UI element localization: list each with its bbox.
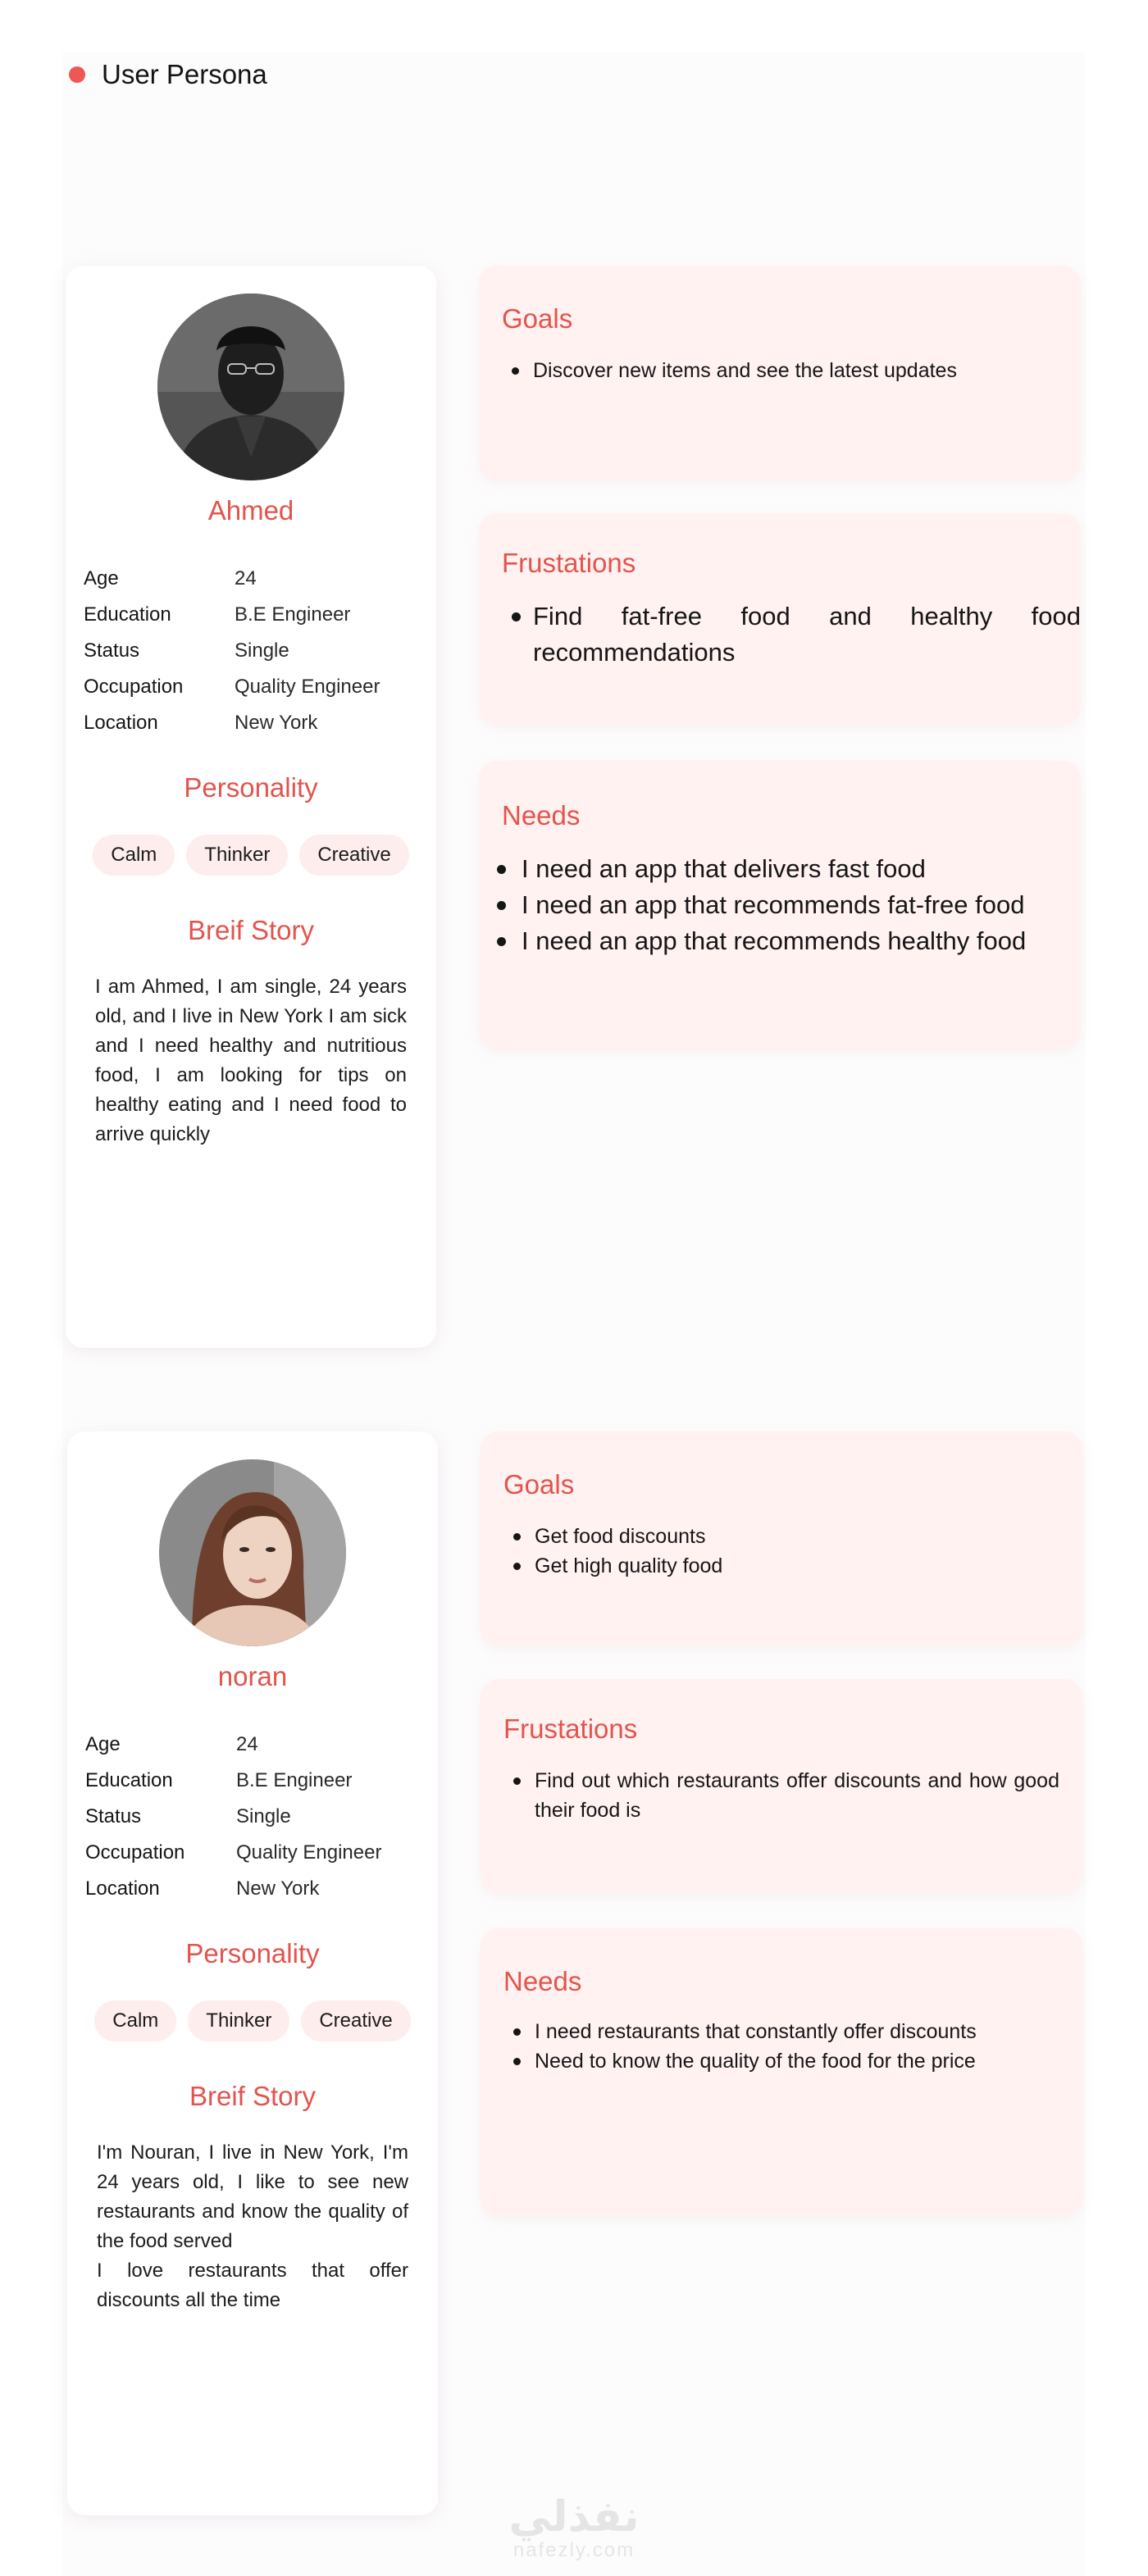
list-item: I need an app that delivers fast food xyxy=(494,851,1064,887)
trait-chip: Calm xyxy=(93,835,175,876)
persona-profile-card xyxy=(66,266,436,1348)
info-label: Status xyxy=(84,639,140,662)
story-paragraph: I love restaurants that offer discounts all the time xyxy=(97,2260,408,2311)
avatar-photo-man xyxy=(157,294,344,480)
frustrations-panel xyxy=(479,513,1081,725)
goals-panel xyxy=(481,1431,1082,1646)
avatar xyxy=(159,1459,346,1646)
list-item: I need an app that recommends healthy food xyxy=(494,923,1064,959)
needs-panel xyxy=(481,1928,1082,2217)
frustrations-heading: Frustations xyxy=(502,548,636,578)
info-label: Status xyxy=(85,1805,142,1827)
story-heading: Breif Story xyxy=(189,2081,317,2111)
info-value: New York xyxy=(235,712,318,734)
info-label: Education xyxy=(84,603,171,626)
personality-heading: Personality xyxy=(185,1938,320,1968)
frustrations-list xyxy=(502,598,1081,671)
trait-chip: Thinker xyxy=(186,835,288,876)
persona-info-list xyxy=(84,561,420,741)
list-item: Need to know the quality of the food for the price xyxy=(503,2046,1059,2076)
list-item: Find out which restaurants offer discounts and how good their food is xyxy=(503,1766,1059,1825)
info-value: 24 xyxy=(235,567,257,589)
needs-heading: Needs xyxy=(502,800,581,831)
info-label: Age xyxy=(84,567,119,589)
info-value: 24 xyxy=(236,1733,258,1755)
avatar xyxy=(157,294,344,480)
info-value: Quality Engineer xyxy=(235,676,380,698)
info-row-location xyxy=(84,705,420,741)
info-row-occupation xyxy=(85,1835,421,1871)
info-value: Single xyxy=(235,639,289,662)
info-label: Age xyxy=(85,1733,121,1755)
avatar-photo-woman xyxy=(159,1459,346,1646)
persona-info-list xyxy=(85,1727,421,1907)
info-value: Single xyxy=(236,1805,291,1827)
list-item: Get food discounts xyxy=(503,1522,1051,1551)
story-heading: Breif Story xyxy=(187,915,315,945)
trait-chip: Creative xyxy=(299,835,408,876)
list-item: Discover new items and see the latest updates xyxy=(502,356,1050,385)
page-title: User Persona xyxy=(102,59,267,89)
info-row-age xyxy=(85,1727,421,1763)
goals-panel xyxy=(479,266,1081,480)
personality-traits xyxy=(67,2000,438,2041)
needs-list xyxy=(503,2017,1059,2076)
needs-list xyxy=(494,851,1064,959)
needs-panel xyxy=(479,761,1081,1049)
info-row-education xyxy=(85,1763,421,1799)
brief-story-text xyxy=(97,2138,408,2315)
goals-heading: Goals xyxy=(502,303,573,334)
info-value: Quality Engineer xyxy=(236,1841,382,1864)
frustrations-panel xyxy=(481,1679,1082,1894)
trait-chip: Thinker xyxy=(188,2000,289,2041)
persona-name: Ahmed xyxy=(207,495,294,526)
info-value: B.E Engineer xyxy=(236,1769,353,1791)
info-label: Education xyxy=(85,1769,173,1791)
info-row-education xyxy=(84,597,420,633)
info-row-status xyxy=(84,633,420,669)
red-dot-icon xyxy=(69,66,85,83)
frustrations-list xyxy=(503,1766,1059,1825)
frustrations-heading: Frustations xyxy=(503,1714,638,1744)
trait-chip: Creative xyxy=(301,2000,410,2041)
brief-story-text: I am Ahmed, I am single, 24 years old, and I live in New York I am sick and I need healthy and nutritious food, I am looking for tips on healthy eating and I need food to arrive quickly xyxy=(95,976,407,1145)
watermark-arabic: نفذلي xyxy=(508,2492,640,2542)
persona-profile-card xyxy=(67,1431,438,2515)
info-label: Occupation xyxy=(84,676,184,698)
goals-list xyxy=(502,356,1050,385)
trait-chip: Calm xyxy=(94,2000,176,2041)
list-item: I need restaurants that constantly offer discounts xyxy=(503,2017,1059,2046)
info-value: B.E Engineer xyxy=(235,603,351,626)
personality-traits xyxy=(66,835,436,876)
info-label: Location xyxy=(85,1877,160,1900)
list-item: I need an app that recommends fat-free food xyxy=(494,887,1064,923)
goals-heading: Goals xyxy=(503,1469,575,1500)
watermark-url: nafezly.com xyxy=(512,2539,636,2561)
story-paragraph: I'm Nouran, I live in New York, I'm 24 years old, I like to see new restaurants and know the quality of the food served xyxy=(97,2141,408,2252)
goals-list xyxy=(503,1522,1051,1581)
info-row-age xyxy=(84,561,420,597)
watermark-logo xyxy=(500,2494,648,2561)
needs-heading: Needs xyxy=(503,1966,582,1996)
personality-heading: Personality xyxy=(184,772,318,803)
info-row-status xyxy=(85,1799,421,1835)
persona-name: noran xyxy=(217,1661,288,1691)
info-row-occupation xyxy=(84,669,420,705)
info-row-location xyxy=(85,1871,421,1907)
list-item: Find fat-free food and healthy food recommendations xyxy=(502,598,1081,671)
info-value: New York xyxy=(236,1877,320,1900)
list-item: Get high quality food xyxy=(503,1551,1051,1581)
page-header xyxy=(69,59,267,90)
info-label: Occupation xyxy=(85,1841,185,1864)
info-label: Location xyxy=(84,712,158,734)
